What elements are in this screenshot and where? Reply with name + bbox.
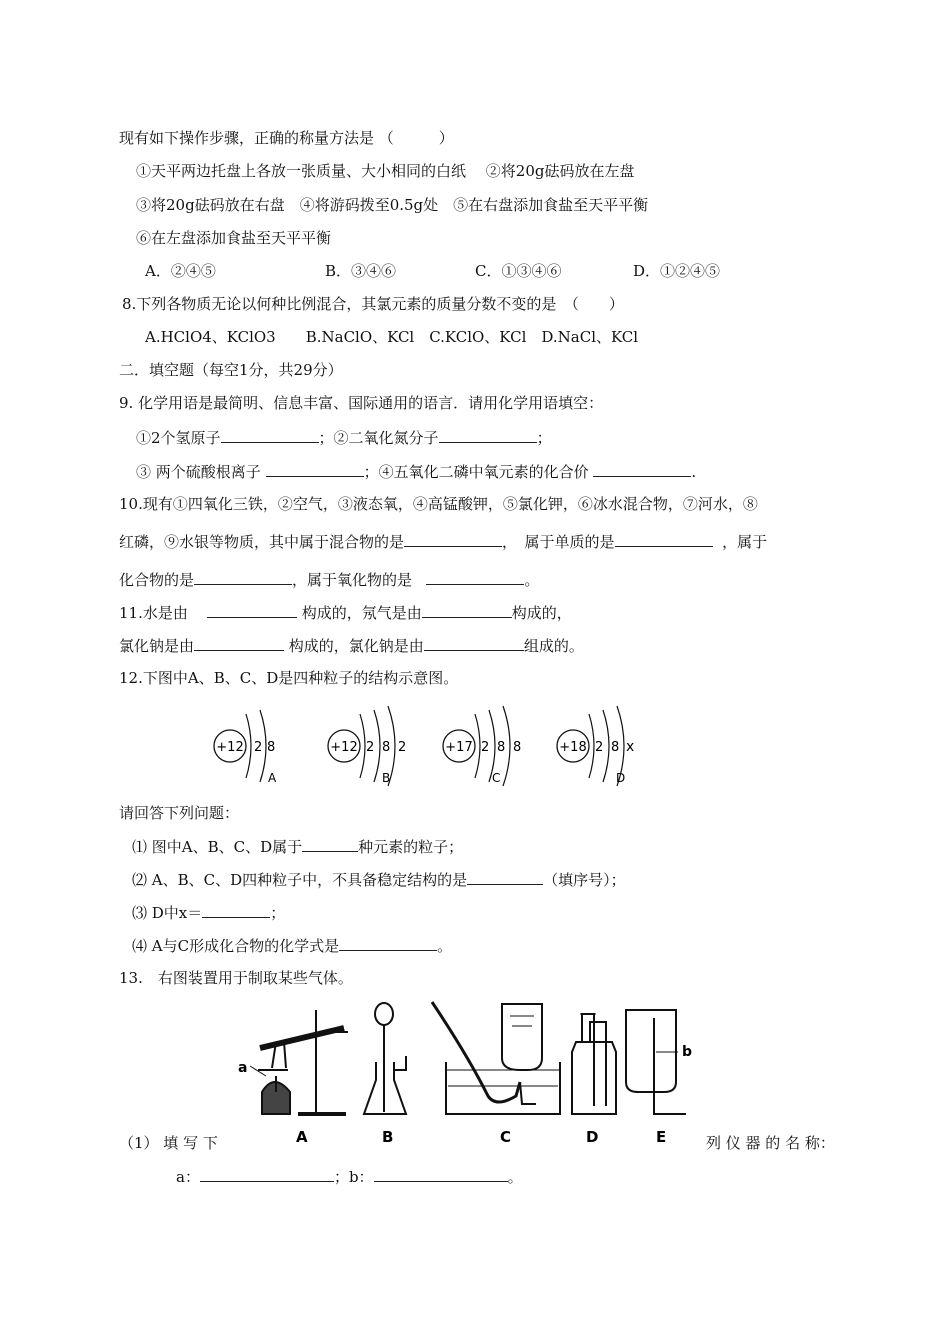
shell-electrons: 8	[382, 740, 391, 755]
atomic-structure-diagram	[200, 700, 660, 790]
q12-stem: 12.下图中A、B、C、D是四种粒子的结构示意图。	[119, 669, 459, 687]
nucleus-charge: +18	[559, 740, 587, 755]
q7-option-d[interactable]: D．①②④⑤	[633, 262, 721, 280]
q12-sub-4	[132, 935, 452, 956]
q13-stem: 13. 右图装置用于制取某些气体。	[119, 969, 353, 987]
q13-text: a：	[176, 1168, 200, 1186]
apparatus-label: D	[586, 1128, 599, 1144]
q12-text: ⑷ A与C形成化合物的化学式是	[132, 937, 340, 955]
particle-c	[443, 706, 521, 786]
shell-electrons: 2	[481, 740, 490, 755]
q7-step-line-2: ③将20g砝码放在右盘 ④将游码拨至0.5g处 ⑤在右盘添加食盐至天平平衡	[136, 196, 649, 214]
q8-stem: 8.下列各物质无论以何种比例混合，其氯元素的质量分数不变的是 （ ）	[122, 295, 624, 313]
particle-d	[557, 706, 634, 786]
nucleus-charge: +12	[216, 740, 244, 755]
answer-blank[interactable]	[207, 602, 297, 618]
q13-text: 。	[507, 1168, 523, 1186]
q11-text: 11.水是由	[119, 604, 188, 622]
electron-shell	[246, 714, 251, 778]
electron-shell	[603, 710, 609, 782]
q10-line-1: 10.现有①四氧化三铁，②空气，③液态氧，④高锰酸钾，⑤氯化钾，⑥冰水混合物，⑦河水，⑧	[119, 495, 758, 513]
answer-blank[interactable]	[439, 427, 537, 443]
q11-text: 构成的，氖气是由	[301, 604, 422, 622]
q12-text: ⑵ A、B、C、D四种粒子中，不具备稳定结构的是	[132, 871, 468, 889]
shell-electrons: 8	[497, 740, 506, 755]
q12-sub-2	[132, 869, 626, 890]
apparatus-c	[432, 1002, 560, 1114]
shell-electrons: x	[626, 739, 635, 755]
q12-text: ⑴ 图中A、B、C、D属于	[132, 838, 303, 856]
q10-text: ，属于氧化物的是	[292, 571, 413, 589]
q13-sub1-right: 列 仪 器 的 名 称：	[706, 1134, 835, 1152]
q9-text: ；④五氧化二磷中氧元素的化合价	[363, 463, 589, 481]
nucleus-charge: +12	[330, 740, 358, 755]
q11-line-1	[119, 602, 572, 623]
q9-line-1	[136, 427, 552, 448]
electron-shell	[475, 714, 480, 778]
q9-text: ③ 两个硫酸根离子	[136, 463, 261, 481]
answer-blank[interactable]	[194, 569, 292, 585]
answer-blank[interactable]	[422, 602, 512, 618]
pointer-label-a: a	[238, 1060, 248, 1076]
apparatus-a	[250, 1010, 348, 1114]
shell-electrons: 8	[513, 740, 522, 755]
shell-electrons: 2	[398, 740, 407, 755]
answer-blank[interactable]	[426, 569, 524, 585]
shell-electrons: 8	[267, 740, 276, 755]
q12-sub-1	[132, 836, 463, 857]
answer-blank[interactable]	[467, 869, 543, 885]
q12-text: 种元素的粒子；	[358, 838, 464, 856]
answer-blank[interactable]	[424, 635, 524, 651]
particle-label: C	[492, 771, 501, 785]
q7-options	[145, 261, 720, 281]
answer-blank[interactable]	[404, 531, 502, 547]
apparatus-label: E	[656, 1128, 667, 1144]
answer-blank[interactable]	[593, 461, 691, 477]
answer-blank[interactable]	[221, 427, 319, 443]
shell-electrons: 8	[611, 740, 620, 755]
particle-b	[328, 706, 406, 786]
q13-text: ；b：	[333, 1168, 374, 1186]
q10-line-3	[119, 569, 539, 590]
apparatus-label: A	[296, 1128, 308, 1144]
q11-line-2	[119, 635, 584, 656]
answer-blank[interactable]	[615, 531, 713, 547]
q11-text: 氯化钠是由	[119, 637, 195, 655]
answer-blank[interactable]	[302, 836, 358, 852]
q11-text: 构成的，氯化钠是由	[288, 637, 424, 655]
pointer-label-b: b	[682, 1044, 693, 1060]
shell-electrons: 2	[254, 740, 263, 755]
nucleus-charge: +17	[445, 740, 473, 755]
q7-stem: 现有如下操作步骤，正确的称量方法是 （ ）	[119, 129, 454, 147]
q9-text: ；②二氧化氮分子	[318, 429, 439, 447]
answer-blank[interactable]	[266, 461, 364, 477]
particle-label: A	[268, 771, 277, 785]
q12-text: ⑶ D中x＝	[132, 904, 203, 922]
electron-shell	[360, 714, 365, 778]
electron-shell	[589, 714, 594, 778]
particle-label: D	[616, 771, 626, 785]
apparatus-label: B	[382, 1128, 394, 1144]
shell-electrons: 2	[595, 740, 604, 755]
q7-option-b[interactable]: B．③④⑥	[325, 262, 397, 280]
q13-sub1-blanks	[176, 1166, 523, 1187]
particle-a	[214, 710, 277, 785]
q10-text: 红磷，⑨水银等物质，其中属于混合物的是	[119, 533, 405, 551]
q12-text: （填序号）；	[543, 871, 626, 889]
q11-text: 组成的。	[523, 637, 584, 655]
q12-sub-3	[132, 902, 285, 923]
shell-electrons: 2	[366, 740, 375, 755]
electron-shell	[374, 710, 380, 782]
q11-text: 构成的，	[511, 604, 572, 622]
q10-line-2	[119, 531, 767, 552]
q12-prompt: 请回答下列问题：	[119, 804, 240, 822]
apparatus-e	[626, 1010, 686, 1114]
apparatus-b	[364, 1003, 406, 1114]
q12-text: ；	[270, 904, 286, 922]
q9-text: ①2个氢原子	[136, 429, 221, 447]
q7-step-line-1: ①天平两边托盘上各放一张质量、大小相同的白纸 ②将20g砝码放在左盘	[136, 162, 635, 180]
q10-text: 化合物的是	[119, 571, 195, 589]
answer-blank[interactable]	[200, 1166, 334, 1182]
answer-blank[interactable]	[202, 902, 270, 918]
q8-options: A.HClO4、KClO3 B.NaClO、KCl C.KClO、KCl D.NaCl、KCl	[145, 328, 639, 346]
q12-text: 。	[437, 937, 453, 955]
q7-option-a[interactable]: A．②④⑤	[145, 262, 216, 280]
q9-stem: 9. 化学用语是最简明、信息丰富、国际通用的语言．请用化学用语填空：	[119, 394, 604, 412]
q9-text: ；	[536, 429, 552, 447]
particle-label: B	[382, 771, 391, 785]
q10-text: 。	[524, 571, 540, 589]
q9-line-2	[136, 461, 696, 482]
answer-blank[interactable]	[374, 1166, 508, 1182]
section-title: 二．填空题（每空1分，共29分）	[119, 361, 343, 379]
apparatus-d	[572, 1014, 616, 1114]
q13-sub1-left: （1） 填 写 下	[119, 1134, 218, 1152]
q7-step-line-3: ⑥在左盘添加食盐至天平平衡	[136, 229, 332, 247]
gas-apparatus-figure	[236, 996, 696, 1144]
q7-option-c[interactable]: C．①③④⑥	[475, 262, 562, 280]
answer-blank[interactable]	[194, 635, 284, 651]
q10-text: ，属于	[722, 533, 768, 551]
q10-text: ， 属于单质的是	[502, 533, 615, 551]
apparatus-label: C	[500, 1128, 512, 1144]
q9-text: .	[691, 463, 697, 481]
answer-blank[interactable]	[339, 935, 437, 951]
